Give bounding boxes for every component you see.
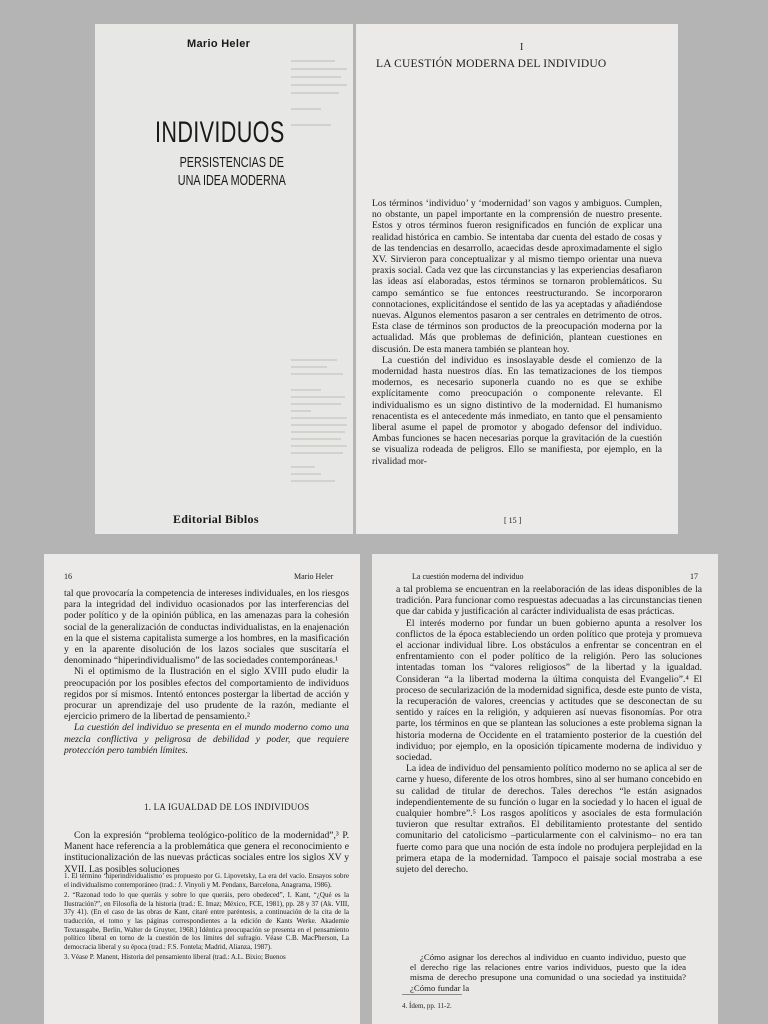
footnotes (64, 872, 349, 964)
page-16-body (64, 588, 349, 756)
cover-subtitle-line2: UNA IDEA MODERNA (177, 172, 286, 189)
footnote: 3. Véase P. Manent, Historia del pensamiento liberal (trad.: A.L. Bixio; Buenos (64, 953, 286, 962)
paragraph: La idea de individuo del pensamiento político moderno no se aplica al ser de carne y hueso, diferente de los otros hombres, sino al ser humano concebido en su calidad de titular de derechos. Tales derechos “le están asignados independientemente de su función o lugar en la sociedad y lo hacen el igual de cualquier hombre”.⁵ Los rasgos apolíticos y asociales de esta formulación tuvieron que resultar extraños. El debilitamiento protestante del sentido comunitario del catolicismo –particularmente con el calvinismo– no era tan fuerte como para que una noción de esta índole no produjera perplejidad en la primera etapa de la modernidad. Tampoco el paisaje social mostraba a ese sujeto del derecho. (396, 763, 702, 876)
bleed-through-text-lower (291, 354, 347, 487)
paragraph: La cuestión del individuo se presenta en el mundo moderno como una mezcla conflictiva y peligrosa de debilidad y poder, que requiere protección pero también límites. (64, 722, 349, 756)
block-quote (410, 952, 686, 993)
footnote: 2. “Razonad todo lo que queráis y sobre lo que queráis, pero obedeced”, I. Kant, “¿Qué es la Ilustración?”, en Filosofía de la historia (trad.: E. Imaz; México, FCE, 1981), pp. 28 y 37 (Ak. VIII, 37y 41). (En el caso de las obras de Kant, citaré entre paréntesis, a continuación de la cita de la traducción, el tomo y las páginas correspondientes a la edición de Kants Werke. Akademie Textausgabe, Berlin, Walter de Gruyter, 1968.) Idéntica preocupación se presenta en el pensamiento político liberal en torno de la cuestión de los límites del sufragio. Véase C.B. MacPherson, La democracia liberal y su época (trad.: F.S. Fontela; Madrid, Alianza, 1987). (64, 891, 349, 951)
cover-title: INDIVIDUOS (155, 116, 285, 149)
paragraph: La cuestión del individuo es insoslayable desde el comienzo de la modernidad hasta nuestros días. En las tematizaciones de los tiempos modernos, es necesario suponerla cuando no es que se exhibe explícitamente como preocupación o componente relevante. El individualismo es un signo distintivo de la modernidad. El humanismo renacentista es el antecedente más inmediato, en tanto que el pensamiento liberal asume el papel de promotor y abogado defensor del individuo. Ambas funciones se hacen necesarias porque la gravitación de la cuestión se visualiza rodeada de peligros. Ello se manifiesta, por ejemplo, en la rivalidad mor- (372, 354, 662, 467)
quote-paragraph: ¿Cómo asignar los derechos al individuo en cuanto individuo, puesto que el derecho rige las relaciones entre varios individuos, puesto que la idea misma de derecho presupone una comunidad o una sociedad ya instituida? ¿Cómo fundar la (410, 952, 686, 993)
footnote-rule (402, 994, 462, 995)
running-head: La cuestión moderna del individuo (412, 572, 524, 581)
page-number: 16 (64, 572, 72, 581)
footnote: 4. Ídem, pp. 11-2. (402, 1002, 452, 1010)
paragraph: Ni el optimismo de la Ilustración en el siglo XVIII pudo eludir la preocupación por los posibles efectos del comportamiento de individuos regidos por sí mismos. Intentó entonces postergar la libertad de acción y procurar un aprendizaje del uso prudente de la razón, mediante el ejercicio primero de la libertad de pensamiento.² (64, 666, 349, 723)
footnote: 1. El término ‘hiperindividualismo’ es propuesto por G. Lipovetsky, La era del vacío. Ensayos sobre el individualismo contemporáneo (trad.: J. Vinyoli y M. Pendanx, Barcelona, Anagrama, 1986). (64, 872, 349, 889)
cover-subtitle (167, 154, 297, 190)
cover-publisher: Editorial Biblos (173, 512, 259, 526)
chapter-title: LA CUESTIÓN MODERNA DEL INDIVIDUO (376, 58, 607, 70)
footnotes (402, 1002, 682, 1013)
page-15-body (372, 198, 662, 467)
section-body (64, 830, 349, 875)
bleed-through-text (291, 54, 347, 132)
page-folio: [ 15 ] (504, 516, 522, 525)
cover-author: Mario Heler (187, 38, 251, 50)
paragraph: Con la expresión “problema teológico-político de la modernidad”,³ P. Manent hace referencia a la problemática que genera el reconocimiento e institucionalización de las nuevas prácticas sociales entre los siglos XV y XVII. Las posibles soluciones (64, 830, 349, 875)
page-17-body (396, 584, 702, 875)
page-15 (356, 24, 678, 534)
cover-page (95, 24, 353, 534)
running-head: Mario Heler (294, 572, 334, 581)
page-17 (372, 554, 718, 1024)
paragraph: a tal problema se encuentran en la reelaboración de las ideas disponibles de la tradición. Para funcionar como respuestas adecuadas a las circunstancias tienen que dar cabida y justificación al carácter individualista de esas prácticas. (396, 584, 702, 618)
chapter-number: I (520, 42, 524, 53)
section-heading: 1. LA IGUALDAD DE LOS INDIVIDUOS (144, 802, 310, 812)
paragraph: tal que provocaría la competencia de intereses individuales, en los riesgos para la integridad del individuo ocasionados por las interferencias del poder político y de la opinión pública, en las amenazas para la cohesión social de la generalización de conductas individualistas, en la enajenación en la que el sistema capitalista sumerge a los hombres, en la masificación y en la aparente disolución de los lazos sociales que suscitaría el denominado “hiperindividualismo” de las sociedades contemporáneas.¹ (64, 588, 349, 667)
page-number: 17 (690, 572, 698, 581)
paragraph: El interés moderno por fundar un buen gobierno apunta a resolver los conflictos de la época estableciendo un orden político que proteja y promueva el accionar individual libre. Los obstáculos a enfrentar se concentran en el enfrentamiento con el poder político de la religión. Pero las soluciones intentadas toman los “valores religiosos” de la libertad y la igualdad. Consideran “a la libertad moderna la última conquista del Evangelio”.⁴ El proceso de secularización de la modernidad significa, desde este punto de vista, la recuperación de valores, creencias y actitudes que se desconectan de su sentido y raíces en la religión, y adquieren así nuevas fisonomías. Por otra parte, los términos en que se plantean las soluciones a este problema signan la historia moderna de Occidente en el tratamiento posterior de la cuestión del individuo; por ejemplo, en la oposición típicamente moderna de individuo y sociedad. (396, 617, 702, 764)
cover-subtitle-line1: PERSISTENCIAS DE (179, 154, 285, 171)
page-16 (44, 554, 360, 1024)
paragraph: Los términos ‘individuo’ y ‘modernidad’ son vagos y ambiguos. Cumplen, no obstante, un papel importante en la comprensión de nuestro presente. Estos y otros términos fueron resignificados en función de explicar una realidad histórica en cambio. Se intentaba dar cuenta del estado de cosas y de las tendencias en desarrollo, acaecidas desde aproximadamente el siglo XV. Sirvieron para conceptualizar y al mismo tiempo orientar una nueva praxis social. Cada vez que las circunstancias y las experiencias desafiaron las ideas así elaboradas, estos términos se tornaron problemáticos. Su campo semántico se fue entonces reestructurando. Se incorporaron connotaciones, explicitándose el sentido de las ya aceptadas y añadiéndose nuevas. Algunos elementos pasaron a ser centrales en detrimento de otros. Esta clase de términos son productos de la preocupación moderna por la actualidad. Más que problemas de definición, plantean cuestiones en discusión. De esta manera también se plantean hoy. (372, 198, 662, 355)
